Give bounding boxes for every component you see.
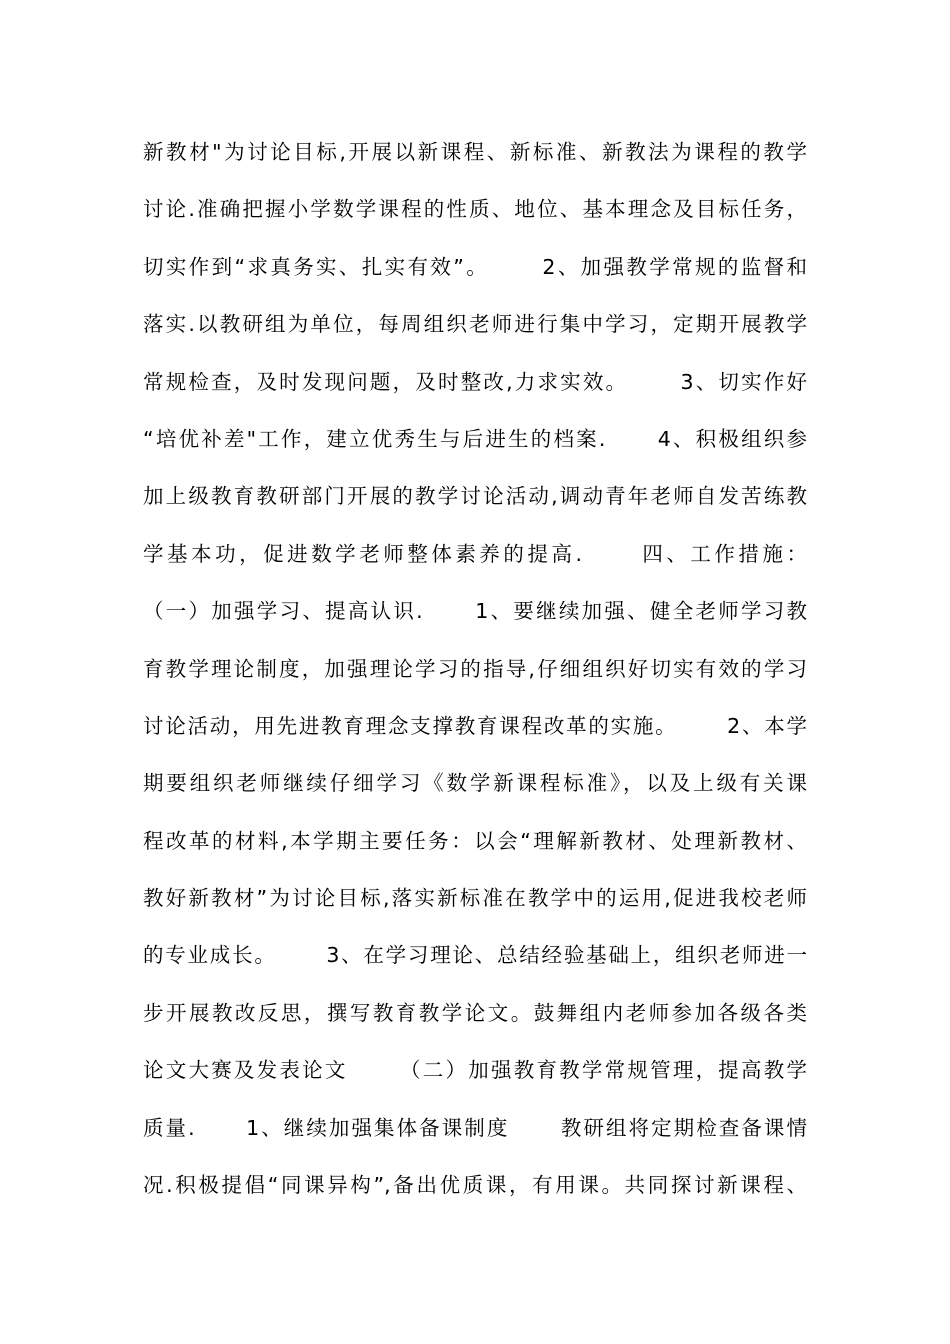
text-line: 期要组织老师继续仔细学习《数学新课程标准》，以及上级有关课 [143,771,807,796]
text-line: “培优补差"工作，建立优秀生与后进生的档案. 4、积极组织参 [143,426,807,451]
text-line: 切实作到“求真务实、扎实有效”。 2、加强教学常规的监督和 [143,254,807,279]
body-text [143,129,807,1219]
text-line: 况.积极提倡“同课异构”,备出优质课，有用课。共同探讨新课程、 [143,1173,807,1198]
text-line: 讨论活动，用先进教育理念支撑教育课程改革的实施。 2、本学 [143,713,807,738]
text-line: 质量. 1、继续加强集体备课制度 教研组将定期检查备课情 [143,1115,807,1140]
text-line: 论文大赛及发表论文 （二）加强教育教学常规管理，提高教学 [143,1058,807,1083]
text-line: 教好新教材”为讨论目标,落实新标准在教学中的运用,促进我校老师 [143,886,807,911]
text-line: 落实.以教研组为单位，每周组织老师进行集中学习，定期开展教学 [143,312,807,337]
text-line: 学基本功，促进数学老师整体素养的提高. 四、工作措施： [143,541,807,566]
text-line: 育教学理论制度，加强理论学习的指导,仔细组织好切实有效的学习 [143,656,807,681]
text-line: 步开展教改反思，撰写教育教学论文。鼓舞组内老师参加各级各类 [143,1000,807,1025]
text-line: 程改革的材料,本学期主要任务：以会“理解新教材、处理新教材、 [143,828,807,853]
text-line: 的专业成长。 3、在学习理论、总结经验基础上，组织老师进一 [143,943,807,968]
text-line: 常规检查，及时发现问题，及时整改,力求实效。 3、切实作好 [143,369,807,394]
text-line: 加上级教育教研部门开展的教学讨论活动,调动青年老师自发苦练教 [143,484,807,509]
text-line: 讨论.准确把握小学数学课程的性质、地位、基本理念及目标任务， [143,197,807,222]
text-line: 新教材"为讨论目标,开展以新课程、新标准、新教法为课程的教学 [143,140,807,164]
text-line: （一）加强学习、提高认识. 1、要继续加强、健全老师学习教 [143,599,807,624]
